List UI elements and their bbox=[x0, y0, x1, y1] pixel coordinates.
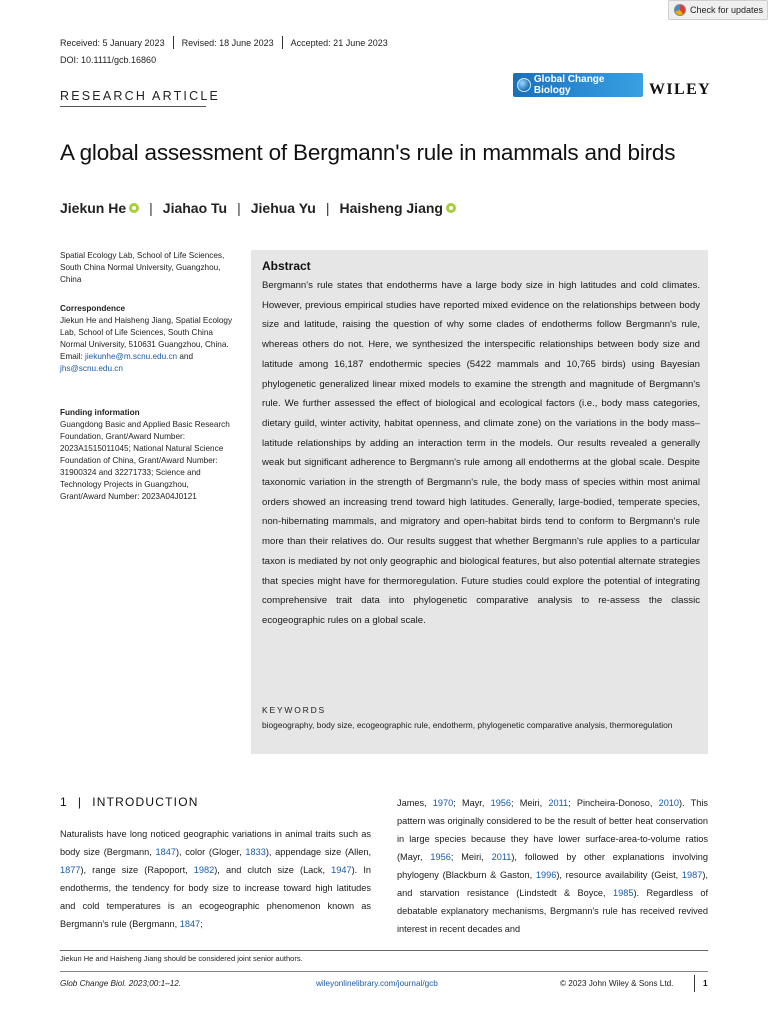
article-title: A global assessment of Bergmann's rule in mammals and birds bbox=[60, 140, 676, 165]
date-separator bbox=[173, 36, 174, 49]
citation-link[interactable]: 1970 bbox=[432, 798, 454, 808]
journal-citation: Glob Change Biol. 2023;00:1–12. bbox=[60, 979, 182, 988]
paragraph-text: ; Pincheira-Donoso, bbox=[568, 798, 659, 808]
author-separator: | bbox=[325, 200, 330, 216]
paragraph-text: ; bbox=[200, 919, 203, 929]
intro-paragraph-left bbox=[60, 825, 371, 933]
check-updates-label: Check for updates bbox=[690, 5, 764, 15]
divider bbox=[60, 106, 206, 107]
citation-link[interactable]: 1847 bbox=[155, 847, 176, 857]
paragraph-text: ). In endotherms, the tendency for body size to increase toward high latitudes and cold temperatures is an ecogeographic phenomenon known as Bergmann's rule (Bergmann, bbox=[60, 865, 372, 929]
paragraph-text: ). Regardless of debatable explanatory mechanisms, Bergmann's rule has received revived interest in recent decades and bbox=[397, 888, 708, 934]
paragraph-text: ; Meiri, bbox=[450, 852, 492, 862]
copyright: © 2023 John Wiley & Sons Ltd. bbox=[560, 979, 674, 988]
intro-paragraph-right bbox=[397, 794, 708, 938]
citation-link[interactable]: 1987 bbox=[681, 870, 703, 880]
funding-block bbox=[60, 407, 235, 503]
affiliation: Spatial Ecology Lab, School of Life Sciences, South China Normal University, Guangzhou, China bbox=[60, 251, 225, 284]
author-name[interactable]: Haisheng Jiang bbox=[339, 200, 443, 216]
citation-link[interactable]: 2011 bbox=[548, 798, 569, 808]
paragraph-text: Naturalists have long noticed geographic variations in animal traits such as body size (Bergmann, bbox=[60, 829, 371, 857]
paragraph-text: ), and starvation resistance (Lindstedt & Boyce, bbox=[397, 870, 708, 898]
email-link[interactable]: jhs@scnu.edu.cn bbox=[60, 364, 123, 373]
paragraph-text: ), and clutch size (Lack, bbox=[214, 865, 332, 875]
date-separator bbox=[282, 36, 283, 49]
revised-date: Revised: 18 June 2023 bbox=[181, 37, 274, 48]
citation-link[interactable]: 1877 bbox=[60, 865, 81, 875]
paragraph-text: ), appendage size (Allen, bbox=[265, 847, 372, 857]
citation-link[interactable]: 1956 bbox=[430, 852, 451, 862]
keywords-text: biogeography, body size, ecogeographic rule, endotherm, phylogenetic comparative analysis, thermoregulation bbox=[262, 720, 673, 730]
citation-link[interactable]: 1985 bbox=[613, 888, 634, 898]
paragraph-text: James, bbox=[397, 798, 433, 808]
citation-link[interactable]: 1847 bbox=[179, 919, 201, 929]
check-updates-icon bbox=[674, 4, 686, 16]
page-number: 1 bbox=[703, 979, 708, 988]
received-date: Received: 5 January 2023 bbox=[60, 37, 165, 48]
publisher-logo[interactable]: WILEY bbox=[649, 81, 712, 98]
doi[interactable]: DOI: 10.1111/gcb.16860 bbox=[60, 55, 157, 65]
email-prefix: Email: bbox=[60, 352, 86, 361]
paragraph-text: ), followed by other explanations involving phylogeny (Blackburn & Gaston, bbox=[397, 852, 708, 880]
paragraph-text: ), color (Gloger, bbox=[175, 847, 246, 857]
paragraph-text: ). This pattern was originally considered to be the result of better heat conservation in large species because they have lower surface-area-to-volume ratios (Mayr, bbox=[397, 798, 708, 862]
citation-link[interactable]: 1833 bbox=[245, 847, 266, 857]
globe-icon bbox=[517, 78, 531, 92]
abstract-heading: Abstract bbox=[262, 259, 311, 273]
section-heading bbox=[60, 795, 199, 809]
footer-separator bbox=[694, 975, 695, 992]
citation-link[interactable]: 2010 bbox=[658, 798, 680, 808]
correspondence-block bbox=[60, 303, 235, 375]
footnote: Jiekun He and Haisheng Jiang should be considered joint senior authors. bbox=[60, 954, 303, 963]
orcid-icon[interactable] bbox=[129, 203, 139, 213]
author-list bbox=[60, 200, 456, 216]
abstract-text: Bergmann's rule states that endotherms have a large body size in high latitudes and cold climates. However, previous empirical studies have reported mixed evidence on the relationships between body size and latitude, raising the question of why some clades of endotherms follow Bergmann's rule, whereas others do not. Here, we synthesized the interspecific relationships between body size and latitude among 16,187 endothermic species (5422 mammals and 10,765 birds) using Bayesian phylogenetic generalized linear mixed models to examine the strength and magnitude of Bergmann's rule. We further assessed the effect of biological and ecological factors (i.e., body mass categories, dietary guild, winter activity, habitat openness, and climate zone) on the variations in the body mass–latitude relationships by adding an interaction term in the models. Our results revealed a generally weak but significant adherence to Bergmann's rule among all endotherms at the global scale. Despite taxonomic variation in the strength of Bergmann's rule, the body mass of species within most animal orders showed an increasing trend toward high latitudes. Generally, large-bodied, temperate species, non-hibernating mammals, and migratory and open-habitat birds tend to conform to Bergmann's rule more than their relatives do. Our results suggest that whether Bergmann's rule applies to a particular taxon is mediated by not only geographic and biological features, but also potential alternate strategies that species might have for thermoregulation. Future studies could explore the potential of integrating comprehensive trait data into phylogenetic comparative analysis to re-assess the classic ecogeographic rules on a global scale. bbox=[262, 280, 700, 626]
funding-text: Guangdong Basic and Applied Basic Research Foundation, Grant/Award Number: 2023A1515011045; National Natural Science Foundation of China, Grant/Award Number: 31900324 and 32271733; Science and Technology Projects in Guangzhou, Grant/Award Number: 2023A04J0121 bbox=[60, 420, 230, 501]
paragraph-text: ), range size (Rapoport, bbox=[80, 865, 194, 875]
check-for-updates-button[interactable] bbox=[668, 0, 768, 20]
section-title: INTRODUCTION bbox=[92, 795, 199, 809]
author-separator: | bbox=[149, 200, 153, 216]
article-type: RESEARCH ARTICLE bbox=[60, 89, 221, 103]
correspondence-label: Correspondence bbox=[60, 304, 126, 313]
accepted-date: Accepted: 21 June 2023 bbox=[290, 37, 388, 48]
section-separator: | bbox=[77, 795, 83, 809]
author-name[interactable]: Jiehua Yu bbox=[250, 200, 316, 216]
paragraph-text: ; Mayr, bbox=[453, 798, 491, 808]
footer-divider bbox=[60, 971, 708, 972]
keywords-heading: KEYWORDS bbox=[262, 705, 326, 715]
journal-logo[interactable] bbox=[513, 73, 643, 97]
paragraph-text: ), resource availability (Geist, bbox=[556, 870, 682, 880]
citation-link[interactable]: 1956 bbox=[490, 798, 512, 808]
paragraph-text: ; Meiri, bbox=[511, 798, 549, 808]
orcid-icon[interactable] bbox=[446, 203, 456, 213]
footnote-divider bbox=[60, 950, 708, 951]
citation-link[interactable]: 1996 bbox=[535, 870, 557, 880]
email-link[interactable]: jiekunhe@m.scnu.edu.cn bbox=[85, 352, 178, 361]
journal-name: Global Change Biology bbox=[533, 74, 605, 96]
author-name[interactable]: Jiahao Tu bbox=[162, 200, 228, 216]
citation-link[interactable]: 2011 bbox=[491, 852, 512, 862]
correspondence-text: Jiekun He and Haisheng Jiang, Spatial Ecology Lab, School of Life Sciences, South China Normal University, 510631 Guangzhou, China. bbox=[60, 316, 233, 349]
funding-label: Funding information bbox=[60, 408, 140, 417]
journal-url-link[interactable]: wileyonlinelibrary.com/journal/gcb bbox=[316, 979, 438, 988]
author-name[interactable]: Jiekun He bbox=[60, 200, 127, 216]
email-and: and bbox=[177, 352, 194, 361]
author-separator: | bbox=[237, 200, 241, 216]
article-dates bbox=[60, 36, 388, 49]
citation-link[interactable]: 1947 bbox=[331, 865, 352, 875]
citation-link[interactable]: 1982 bbox=[193, 865, 215, 875]
section-number: 1 bbox=[60, 795, 68, 809]
